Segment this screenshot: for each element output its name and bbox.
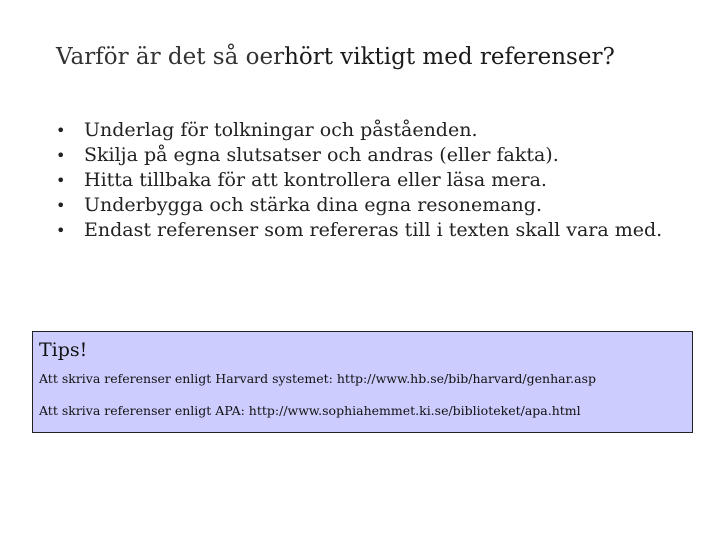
bullet-icon: •: [56, 146, 66, 165]
bullet-icon: •: [56, 221, 66, 240]
bullet-text: Skilja på egna slutsatser och andras (eller fakta).: [84, 144, 559, 166]
bullet-item: [56, 118, 696, 143]
bullet-icon: •: [56, 121, 66, 140]
bullet-text: Underbygga och stärka dina egna resonemang.: [84, 194, 542, 216]
tips-apa-link[interactable]: Att skriva referenser enligt APA: http://www.sophiahemmet.ki.se/biblioteket/apa.html: [39, 403, 581, 418]
bullet-item: [56, 218, 696, 243]
title-part-1: Varför är det så oer: [56, 44, 285, 70]
bullet-text: Hitta tillbaka för att kontrollera eller läsa mera.: [84, 169, 547, 191]
bullet-icon: •: [56, 196, 66, 215]
bullet-icon: •: [56, 171, 66, 190]
tips-heading: Tips!: [39, 339, 88, 361]
bullet-list: [56, 118, 696, 243]
tips-box: [32, 331, 693, 433]
bullet-item: [56, 143, 696, 168]
bullet-item: [56, 168, 696, 193]
bullet-text: Endast referenser som refereras till i texten skall vara med.: [84, 219, 663, 241]
bullet-item: [56, 193, 696, 218]
title-part-2: hört viktigt med referenser?: [284, 44, 615, 70]
slide-title: [56, 44, 615, 70]
bullet-text: Underlag för tolkningar och påståenden.: [84, 119, 478, 141]
tips-harvard-link[interactable]: Att skriva referenser enligt Harvard systemet: http://www.hb.se/bib/harvard/genhar.asp: [39, 371, 597, 386]
